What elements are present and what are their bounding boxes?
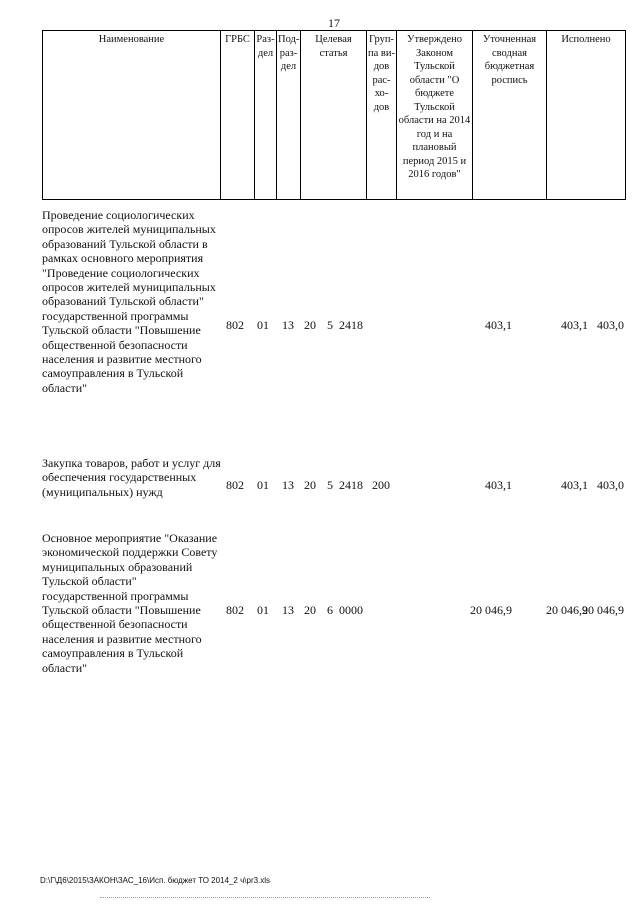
scan-artifact-line: [100, 897, 430, 898]
table-row: [42, 456, 625, 521]
row-name: Закупка товаров, работ и услуг для обеспечения государственных (муниципальных) нужд: [42, 456, 221, 499]
row-target-code: 0000: [339, 603, 363, 617]
row-executed: 403,0: [597, 478, 624, 492]
row-executed: 20 046,9: [582, 603, 624, 617]
row-podrazdel: 13: [282, 318, 294, 332]
row-podrazdel: 13: [282, 603, 294, 617]
footer-file-path: D:\Г\Д6\2015\ЗАКОН\ЗАС_16\Исп. бюджет ТО 2014_2 ч\pr3.xls: [40, 876, 271, 885]
row-refined: 403,1: [561, 478, 588, 492]
row-grbs: 802: [226, 318, 244, 332]
header-name: Наименование: [43, 31, 221, 200]
row-executed: 403,0: [597, 318, 624, 332]
row-razdel: 01: [257, 318, 269, 332]
row-target-subprogram: 5: [327, 318, 333, 332]
header-group: Груп- па ви- дов рас- хо- дов: [367, 31, 397, 200]
row-approved: 20 046,9: [470, 603, 512, 617]
header-podrazdel: Под- раз- дел: [277, 31, 301, 200]
row-target-program: 20: [304, 318, 316, 332]
row-refined: 20 046,9: [546, 603, 588, 617]
row-target-subprogram: 5: [327, 478, 333, 492]
row-razdel: 01: [257, 603, 269, 617]
row-target-subprogram: 6: [327, 603, 333, 617]
row-name: Проведение социологических опросов жителей муниципальных образований Тульской области в рамках основного мероприятия "Проведение социологических опросов жителей муниципальных образований Тульской области" государственной программы Тульской области "Повышение общественной безопасности населения и развитие местного самоуправления в Тульской области": [42, 208, 216, 395]
row-approved: 403,1: [485, 318, 512, 332]
table-header: [42, 30, 626, 200]
row-target-code: 2418: [339, 318, 363, 332]
row-grbs: 802: [226, 603, 244, 617]
row-approved: 403,1: [485, 478, 512, 492]
row-target-program: 20: [304, 478, 316, 492]
header-approved: Утверждено Законом Тульской области "О бюджете Тульской области на 2014 год и на плановый период 2015 и 2016 годов": [397, 31, 473, 200]
table-row: [42, 531, 625, 711]
row-refined: 403,1: [561, 318, 588, 332]
header-executed: Исполнено: [547, 31, 626, 200]
page-number: 17: [328, 16, 340, 30]
row-target-program: 20: [304, 603, 316, 617]
header-refined: Уточненная сводная бюджетная роспись: [473, 31, 547, 200]
row-podrazdel: 13: [282, 478, 294, 492]
row-grbs: 802: [226, 478, 244, 492]
header-grbs: ГРБС: [221, 31, 255, 200]
row-razdel: 01: [257, 478, 269, 492]
row-target-code: 2418: [339, 478, 363, 492]
row-name: Основное мероприятие "Оказание экономической поддержки Совету муниципальных образований Тульской области" государственной программы Тульской области "Повышение общественной безопасности населения и развитие местного самоуправления в Тульской области": [42, 531, 218, 675]
table-row: [42, 208, 625, 448]
header-target: Целевая статья: [301, 31, 367, 200]
header-razdel: Раз- дел: [255, 31, 277, 200]
row-group: 200: [372, 478, 390, 492]
